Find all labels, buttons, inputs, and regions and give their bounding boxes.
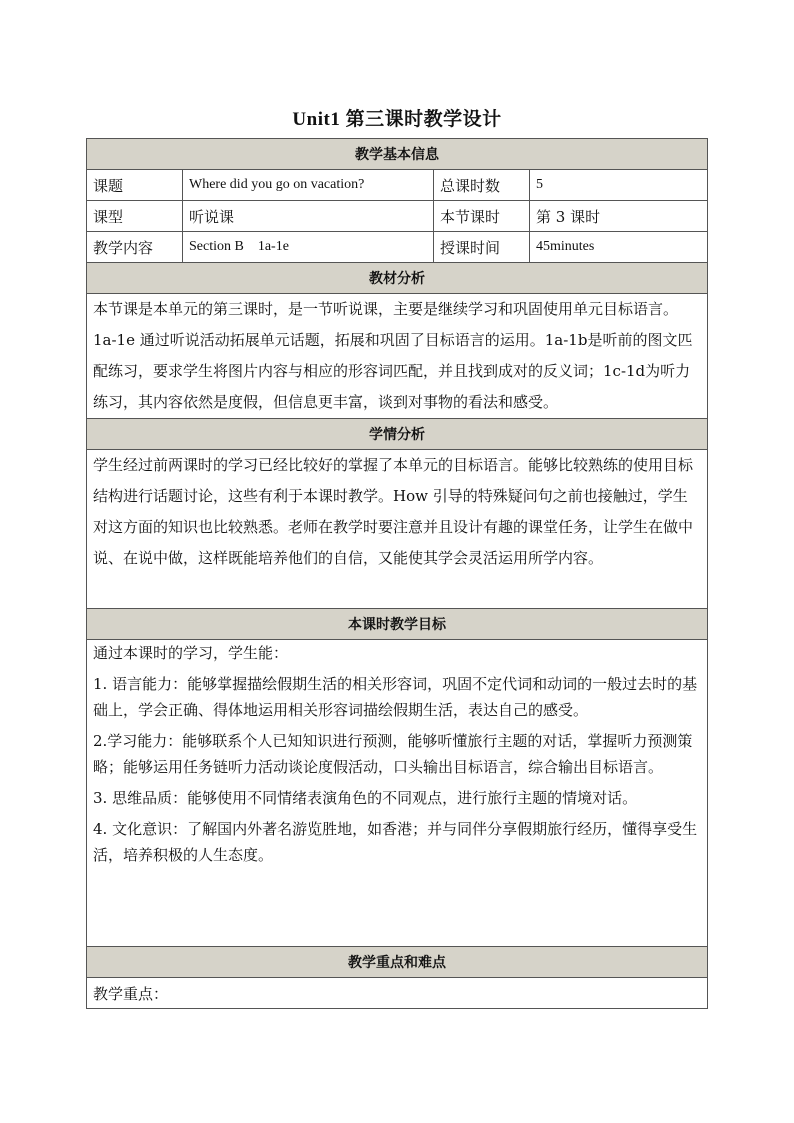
info-label: 课型	[87, 201, 183, 232]
section-header-row	[87, 419, 708, 450]
page-title: Unit1 第三课时教学设计	[292, 109, 502, 130]
lesson-plan-table	[86, 138, 708, 1009]
info-label: 授课时间	[434, 232, 530, 263]
info-value: 5	[530, 170, 708, 201]
section-header-row	[87, 947, 708, 978]
info-label: 教学内容	[87, 232, 183, 263]
info-row	[87, 232, 708, 263]
info-value: Where did you go on vacation?	[183, 170, 434, 201]
student-analysis-text: 学生经过前两课时的学习已经比较好的掌握了本单元的目标语言。能够比较熟练的使用目标结构进行话题讨论，这些有利于本课时教学。How 引导的特殊疑问句之前也接触过，学生对这方面的知识也比较熟悉。老师在教学时要注意并且设计有趣的课堂任务，让学生在做中说、在说中做，这样既能培养他们的自信，又能使其学会灵活运用所学内容。	[87, 450, 708, 609]
info-label: 总课时数	[434, 170, 530, 201]
info-value: Section B 1a-1e	[183, 232, 434, 263]
objectives-header: 本课时教学目标	[87, 609, 708, 640]
info-value: 45minutes	[530, 232, 708, 263]
objective-item: 4. 文化意识：了解国内外著名游览胜地，如香港；并与同伴分享假期旅行经历，懂得享受生活，培养积极的人生态度。	[93, 820, 698, 864]
objective-item: 1. 语言能力：能够掌握描绘假期生活的相关形容词，巩固不定代词和动词的一般过去时的基础上，学会正确、得体地运用相关形容词描绘假期生活，表达自己的感受。	[93, 675, 698, 719]
objective-item: 2.学习能力：能够联系个人已知知识进行预测，能够听懂旅行主题的对话，掌握听力预测策略；能够运用任务链听力活动谈论度假活动，口头输出目标语言，综合输出目标语言。	[93, 732, 693, 776]
info-row	[87, 170, 708, 201]
basic-info-header: 教学基本信息	[87, 139, 708, 170]
info-label: 课题	[87, 170, 183, 201]
section-header-row	[87, 139, 708, 170]
key-points-header: 教学重点和难点	[87, 947, 708, 978]
info-label: 本节课时	[434, 201, 530, 232]
key-points-label: 教学重点：	[87, 978, 708, 1009]
info-row	[87, 201, 708, 232]
objective-item: 3. 思维品质：能够使用不同情绪表演角色的不同观点，进行旅行主题的情境对话。	[93, 789, 638, 807]
objectives-cell	[87, 640, 708, 947]
student-analysis-header: 学情分析	[87, 419, 708, 450]
material-analysis-text: 本节课是本单元的第三课时，是一节听说课，主要是继续学习和巩固使用单元目标语言。1a-1e 通过听说活动拓展单元话题，拓展和巩固了目标语言的运用。1a-1b是听前的图文匹配练习，要求学生将图片内容与相应的形容词匹配，并且找到成对的反义词；1c-1d为听力练习，其内容依然是度假，但信息更丰富，谈到对事物的看法和感受。	[87, 294, 708, 419]
section-header-row	[87, 263, 708, 294]
objectives-intro: 通过本课时的学习，学生能：	[93, 644, 289, 662]
material-analysis-header: 教材分析	[87, 263, 708, 294]
info-value: 听说课	[183, 201, 434, 232]
info-value: 第 3 课时	[530, 201, 708, 232]
section-header-row	[87, 609, 708, 640]
